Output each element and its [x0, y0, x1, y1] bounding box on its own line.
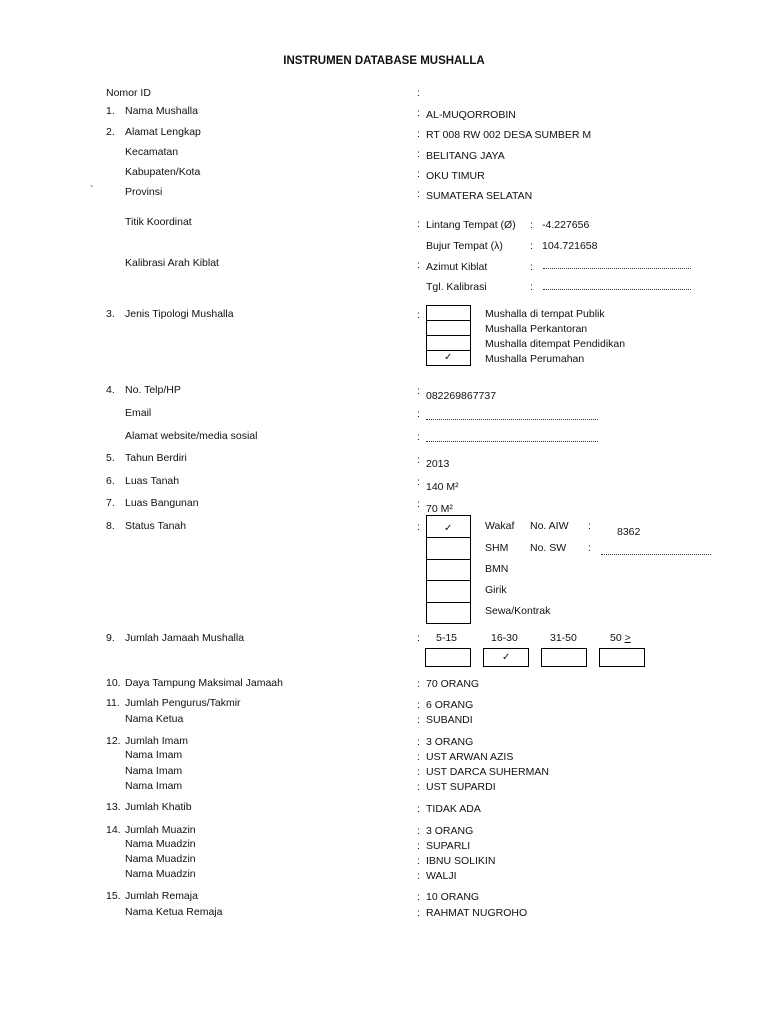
- colon: :: [417, 476, 420, 488]
- colon: :: [417, 259, 420, 271]
- colon: :: [417, 907, 420, 919]
- pengurus-label: Jumlah Pengurus/Takmir: [125, 697, 241, 709]
- page-title: INSTRUMEN DATABASE MUSHALLA: [283, 55, 485, 67]
- ketua-label: Nama Ketua: [125, 713, 184, 725]
- email-blank[interactable]: [426, 419, 598, 420]
- nama-imam-label: Nama Imam: [125, 765, 183, 777]
- colon: :: [530, 219, 533, 231]
- kecamatan-label: Kecamatan: [125, 146, 179, 158]
- item-number: 7.: [106, 497, 115, 509]
- item-number: 15.: [106, 890, 121, 902]
- check-icon: ✓: [444, 352, 453, 363]
- colon: :: [588, 542, 591, 554]
- item-number: 1.: [106, 105, 115, 117]
- daya-label: Daya Tampung Maksimal Jamaah: [125, 677, 283, 689]
- item-number: 12.: [106, 735, 121, 747]
- luas-tanah-label: Luas Tanah: [125, 475, 180, 487]
- nama-muadzin-label: Nama Muadzin: [125, 868, 196, 880]
- greater-equal-symbol: >: [624, 632, 631, 644]
- kabupaten-value: OKU TIMUR: [426, 170, 485, 182]
- item-number: 3.: [106, 308, 115, 320]
- colon: :: [417, 736, 420, 748]
- item-number: 9.: [106, 632, 115, 644]
- muazin-value: 3 ORANG: [426, 825, 474, 837]
- no-sw-blank[interactable]: [601, 554, 711, 555]
- tipologi-option[interactable]: Mushalla ditempat Pendidikan: [485, 338, 626, 350]
- item-number: 2.: [106, 126, 115, 138]
- bujur-label: Bujur Tempat (λ): [426, 240, 503, 252]
- item-number: 11.: [106, 697, 120, 709]
- colon: :: [417, 188, 420, 200]
- bujur-value: 104.721658: [542, 240, 598, 252]
- remaja-value: 10 ORANG: [426, 891, 480, 903]
- kabupaten-label: Kabupaten/Kota: [125, 166, 201, 178]
- colon: :: [417, 521, 420, 533]
- item-number: 13.: [106, 801, 121, 813]
- divider: [426, 559, 471, 560]
- nama-mushalla-value: AL-MUQORROBIN: [426, 109, 516, 121]
- divider: [426, 602, 471, 603]
- status-option[interactable]: SHM: [485, 542, 509, 554]
- luas-tanah-value: 140 M²: [426, 481, 459, 493]
- colon: :: [417, 840, 420, 852]
- divider: [426, 350, 471, 351]
- tipologi-option[interactable]: Mushalla Perumahan: [485, 353, 585, 365]
- status-tanah-label: Status Tanah: [125, 520, 187, 532]
- colon: :: [530, 240, 533, 252]
- colon: :: [417, 714, 420, 726]
- colon: :: [417, 781, 420, 793]
- colon: :: [417, 632, 420, 644]
- colon: :: [417, 803, 420, 815]
- luas-bangunan-label: Luas Bangunan: [125, 497, 199, 509]
- status-option[interactable]: Girik: [485, 584, 507, 596]
- item-number: 10.: [106, 677, 121, 689]
- nama-imam-label: Nama Imam: [125, 749, 183, 761]
- item-number: 8.: [106, 520, 115, 532]
- tipologi-label: Jenis Tipologi Mushalla: [125, 308, 234, 320]
- khatib-label: Jumlah Khatib: [125, 801, 192, 813]
- alamat-label: Alamat Lengkap: [125, 126, 201, 138]
- jamaah-option-label: 5-15: [436, 632, 458, 644]
- colon: :: [417, 891, 420, 903]
- imam-2-value: UST DARCA SUHERMAN: [426, 766, 549, 778]
- status-option[interactable]: Sewa/Kontrak: [485, 605, 551, 617]
- colon: :: [417, 408, 420, 420]
- colon: :: [417, 431, 420, 443]
- ketua-remaja-label: Nama Ketua Remaja: [125, 906, 223, 918]
- item-number: 4.: [106, 384, 115, 396]
- divider: [426, 537, 471, 538]
- colon: :: [417, 385, 420, 397]
- imam-value: 3 ORANG: [426, 736, 474, 748]
- colon: :: [417, 699, 420, 711]
- no-aiw-value: 8362: [617, 526, 641, 538]
- jamaah-option-label: 31-50: [550, 632, 577, 644]
- telp-value: 082269867737: [426, 390, 497, 402]
- status-option[interactable]: Wakaf: [485, 520, 515, 532]
- email-label: Email: [125, 407, 152, 419]
- colon: :: [588, 520, 591, 532]
- colon: :: [417, 751, 420, 763]
- colon: :: [530, 261, 533, 273]
- provinsi-value: SUMATERA SELATAN: [426, 190, 533, 202]
- imam-3-value: UST SUPARDI: [426, 781, 496, 793]
- colon: :: [417, 168, 420, 180]
- kalibrasi-label: Kalibrasi Arah Kiblat: [125, 257, 219, 269]
- jamaah-option-label: [610, 632, 631, 644]
- remaja-label: Jumlah Remaja: [125, 890, 198, 902]
- lintang-value: -4.227656: [542, 219, 590, 231]
- tipologi-option[interactable]: Mushalla Perkantoran: [485, 323, 588, 335]
- kecamatan-value: BELITANG JAYA: [426, 150, 505, 162]
- status-option[interactable]: BMN: [485, 563, 509, 575]
- jamaah-checkbox[interactable]: [599, 648, 645, 667]
- jamaah-label: Jumlah Jamaah Mushalla: [125, 632, 245, 644]
- colon: :: [417, 87, 420, 99]
- tgl-kalibrasi-blank[interactable]: [543, 289, 691, 290]
- item-number: 5.: [106, 452, 115, 464]
- jamaah-checkbox[interactable]: [425, 648, 471, 667]
- check-icon: ✓: [502, 652, 511, 663]
- item-number: 6.: [106, 475, 115, 487]
- titik-label: Titik Koordinat: [125, 216, 192, 228]
- colon: :: [417, 128, 420, 140]
- colon: :: [530, 281, 533, 293]
- check-icon: ✓: [444, 523, 453, 534]
- colon: :: [417, 870, 420, 882]
- muadzin-2-value: IBNU SOLIKIN: [426, 855, 496, 867]
- ketua-remaja-value: RAHMAT NUGROHO: [426, 907, 528, 919]
- jamaah-option-value: 50: [610, 632, 622, 644]
- nama-muadzin-label: Nama Muadzin: [125, 838, 196, 850]
- pengurus-value: 6 ORANG: [426, 699, 474, 711]
- item-number: 14.: [106, 824, 121, 836]
- luas-bangunan-value: 70 M²: [426, 503, 453, 515]
- nama-muadzin-label: Nama Muadzin: [125, 853, 196, 865]
- colon: :: [417, 855, 420, 867]
- azimut-blank[interactable]: [543, 268, 691, 269]
- ketua-value: SUBANDI: [426, 714, 473, 726]
- daya-value: 70 ORANG: [426, 678, 480, 690]
- colon: :: [417, 309, 420, 321]
- tipologi-option[interactable]: Mushalla di tempat Publik: [485, 308, 605, 320]
- divider: [426, 320, 471, 321]
- tahun-value: 2013: [426, 458, 450, 470]
- tahun-label: Tahun Berdiri: [125, 452, 187, 464]
- nama-mushalla-label: Nama Mushalla: [125, 105, 198, 117]
- website-label: Alamat website/media sosial: [125, 430, 258, 442]
- stray-mark: `: [90, 184, 94, 196]
- divider: [426, 580, 471, 581]
- nama-imam-label: Nama Imam: [125, 780, 183, 792]
- alamat-value: RT 008 RW 002 DESA SUMBER M: [426, 129, 592, 141]
- imam-label: Jumlah Imam: [125, 735, 189, 747]
- no-aiw-label: No. AIW: [530, 520, 569, 532]
- muazin-label: Jumlah Muazin: [125, 824, 196, 836]
- website-blank[interactable]: [426, 441, 598, 442]
- colon: :: [417, 148, 420, 160]
- colon: :: [417, 766, 420, 778]
- lintang-label: Lintang Tempat (Ø): [426, 219, 516, 231]
- colon: :: [417, 498, 420, 510]
- telp-label: No. Telp/HP: [125, 384, 181, 396]
- muadzin-3-value: WALJI: [426, 870, 457, 882]
- colon: :: [417, 678, 420, 690]
- jamaah-option-label: 16-30: [491, 632, 518, 644]
- jamaah-checkbox[interactable]: [541, 648, 587, 667]
- khatib-value: TIDAK ADA: [426, 803, 481, 815]
- nomor-id-label: Nomor ID: [106, 87, 151, 99]
- provinsi-label: Provinsi: [125, 186, 163, 198]
- colon: :: [417, 218, 420, 230]
- imam-1-value: UST ARWAN AZIS: [426, 751, 514, 763]
- colon: :: [417, 107, 420, 119]
- colon: :: [417, 825, 420, 837]
- muadzin-1-value: SUPARLI: [426, 840, 471, 852]
- divider: [426, 335, 471, 336]
- no-sw-label: No. SW: [530, 542, 567, 554]
- tgl-kalibrasi-label: Tgl. Kalibrasi: [426, 281, 487, 293]
- azimut-label: Azimut Kiblat: [426, 261, 488, 273]
- colon: :: [417, 454, 420, 466]
